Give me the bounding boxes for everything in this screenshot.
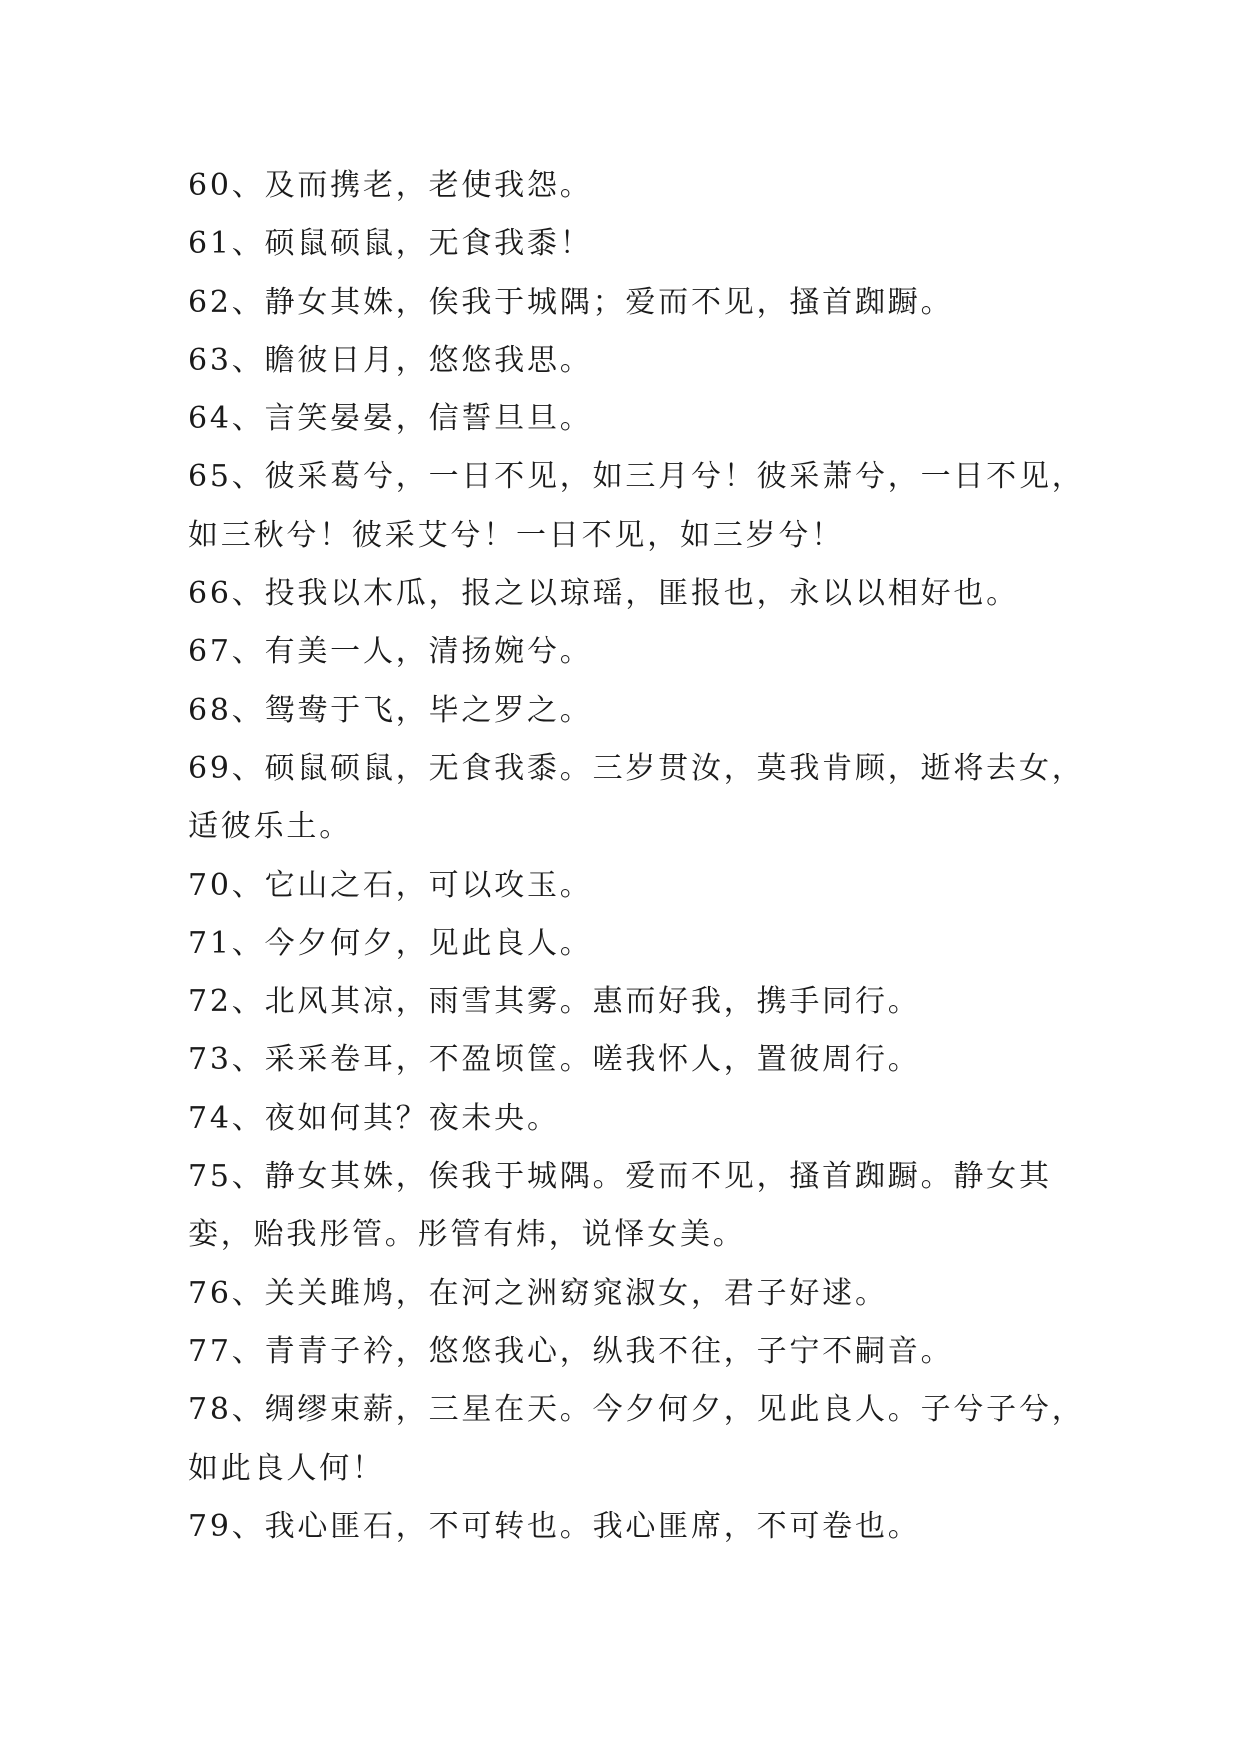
text-line: 63、瞻彼日月，悠悠我思。 <box>188 342 593 378</box>
text-line: 适彼乐土。 <box>188 809 352 845</box>
text-line: 67、有美一人，清扬婉兮。 <box>188 634 593 670</box>
text-line: 71、今夕何夕，见此良人。 <box>188 925 593 961</box>
document-body <box>188 157 1085 1556</box>
text-line: 75、静女其姝，俟我于城隅。爱而不见，搔首踟蹰。静女其 <box>188 1159 1052 1195</box>
text-line: 73、采采卷耳，不盈顷筐。嗟我怀人，置彼周行。 <box>188 1042 921 1078</box>
text-line: 61、硕鼠硕鼠，无食我黍！ <box>188 226 593 262</box>
text-line: 79、我心匪石，不可转也。我心匪席，不可卷也。 <box>188 1508 921 1544</box>
text-line: 69、硕鼠硕鼠，无食我黍。三岁贯汝，莫我肯顾，逝将去女， <box>188 750 1085 786</box>
text-line: 64、言笑晏晏，信誓旦旦。 <box>188 401 593 437</box>
text-line: 70、它山之石，可以攻玉。 <box>188 867 593 903</box>
text-line: 66、投我以木瓜，报之以琼瑶，匪报也，永以以相好也。 <box>188 576 1019 612</box>
text-line: 78、绸缪束薪，三星在天。今夕何夕，见此良人。子兮子兮， <box>188 1392 1085 1428</box>
text-line: 60、及而携老，老使我怨。 <box>188 168 593 203</box>
text-line: 如此良人何！ <box>188 1450 385 1486</box>
text-line: 72、北风其凉，雨雪其雾。惠而好我，携手同行。 <box>188 984 921 1020</box>
text-line: 如三秋兮！彼采艾兮！一日不见，如三岁兮！ <box>188 517 844 553</box>
text-line: 娈，贻我彤管。彤管有炜，说怿女美。 <box>188 1217 746 1253</box>
text-line: 74、夜如何其？夜未央。 <box>188 1100 560 1136</box>
text-line: 68、鸳鸯于飞，毕之罗之。 <box>188 692 593 728</box>
text-line: 65、彼采葛兮，一日不见，如三月兮！彼采萧兮，一日不见， <box>188 459 1085 495</box>
text-line: 77、青青子衿，悠悠我心，纵我不往，子宁不嗣音。 <box>188 1333 954 1369</box>
text-line: 76、关关雎鸠，在河之洲窈窕淑女，君子好逑。 <box>188 1275 888 1311</box>
text-line: 62、静女其姝，俟我于城隅；爱而不见，搔首踟蹰。 <box>188 284 954 320</box>
